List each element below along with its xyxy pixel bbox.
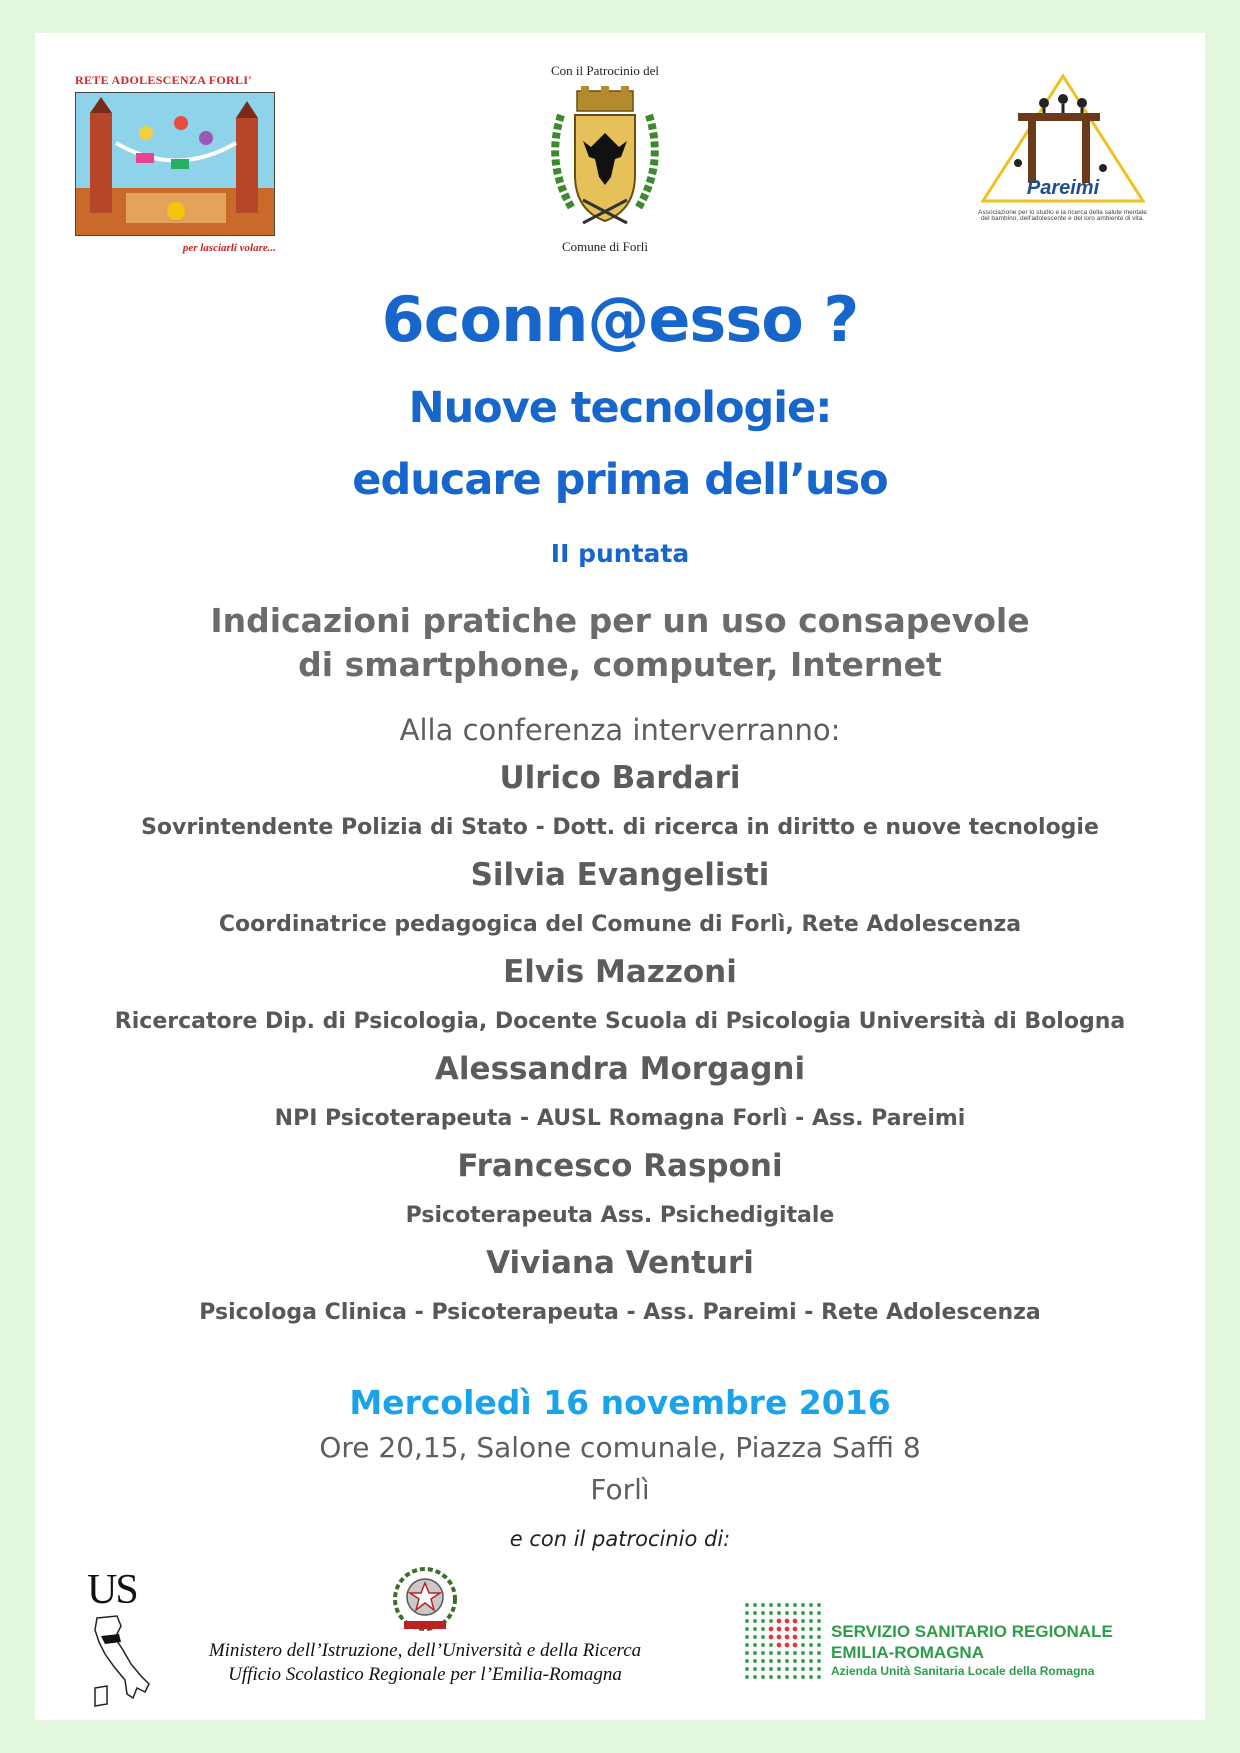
comune-crest-icon	[543, 85, 667, 233]
pareimi-caption-1: Associazione per lo studio e la ricerca della salute mentale	[978, 209, 1147, 216]
italy-map-icon	[87, 1614, 157, 1714]
event-subtitle-line-1: Nuove tecnologie:	[408, 383, 832, 433]
ssr-dot-grid-icon	[743, 1601, 823, 1685]
italian-emblem-icon	[390, 1563, 460, 1635]
speaker-role: Psicoterapeuta Ass. Psichedigitale	[405, 1203, 835, 1228]
ssr-text-block	[831, 1621, 1113, 1680]
speakers-intro: Alla conferenza interverranno:	[399, 713, 841, 747]
speaker-role: Ricercatore Dip. di Psicologia, Docente Scuola di Psicologia Università di Bologna	[114, 1009, 1126, 1034]
event-time-place: Ore 20,15, Salone comunale, Piazza Saffi 8	[319, 1431, 921, 1464]
event-title: 6conn@esso ?	[381, 283, 859, 356]
speaker-name: Elvis Mazzoni	[503, 954, 737, 990]
pareimi-triangle-icon	[978, 73, 1148, 207]
event-date: Mercoledì 16 novembre 2016	[349, 1383, 891, 1422]
ssr-agency: Azienda Unità Sanitaria Locale della Romagna	[831, 1664, 1095, 1678]
ssr-name: SERVIZIO SANITARIO REGIONALE	[831, 1622, 1113, 1641]
ssr-region: EMILIA-ROMAGNA	[831, 1643, 984, 1662]
comune-patronage-label: Con il Patrocinio del	[551, 63, 659, 78]
poster	[35, 33, 1205, 1720]
usr-logo-text: US	[87, 1567, 137, 1613]
pareimi-logo-name: Pareimi	[1026, 177, 1099, 199]
pareimi-caption-2: del bambino, dell'adolescente e del loro ambiente di vita.	[980, 215, 1145, 222]
patronage-label: e con il patrocinio di:	[509, 1527, 731, 1551]
rete-logo-drawing	[75, 92, 275, 236]
rete-logo-subtitle: per lasciarli volare...	[182, 242, 276, 254]
description-line-2: di smartphone, computer, Internet	[298, 645, 942, 684]
description-line-1: Indicazioni pratiche per un uso consapevole	[210, 601, 1030, 640]
ministry-name: Ministero dell’Istruzione, dell’Università e della Ricerca	[208, 1640, 642, 1661]
speaker-name: Silvia Evangelisti	[470, 857, 770, 893]
comune-name-label: Comune di Forlì	[562, 239, 648, 254]
miur-logo	[185, 1563, 665, 1687]
event-subtitle-line-2: educare prima dell’uso	[352, 455, 888, 505]
event-city: Forlì	[590, 1473, 650, 1506]
speaker-role: Psicologa Clinica - Psicoterapeuta - Ass. Pareimi - Rete Adolescenza	[199, 1300, 1041, 1325]
speaker-name: Francesco Rasponi	[457, 1148, 783, 1184]
speaker-name: Viviana Venturi	[486, 1245, 754, 1281]
speaker-role: Coordinatrice pedagogica del Comune di Forlì, Rete Adolescenza	[218, 912, 1022, 937]
speaker-role: Sovrintendente Polizia di Stato - Dott. di ricerca in diritto e nuove tecnologie	[141, 815, 1099, 840]
rete-logo-title: RETE ADOLESCENZA FORLI'	[75, 73, 252, 87]
speaker-name: Alessandra Morgagni	[434, 1051, 806, 1087]
speaker-role: NPI Psicoterapeuta - AUSL Romagna Forlì - Ass. Pareimi	[274, 1106, 966, 1131]
comune-forli-logo	[515, 63, 695, 255]
pareimi-logo	[970, 73, 1155, 223]
speaker-name: Ulrico Bardari	[499, 760, 741, 796]
ministry-office: Ufficio Scolastico Regionale per l’Emilia-Romagna	[228, 1664, 622, 1685]
rete-adolescenza-logo	[75, 73, 280, 254]
usr-logo	[87, 1566, 177, 1718]
episode-label: II puntata	[550, 539, 690, 568]
